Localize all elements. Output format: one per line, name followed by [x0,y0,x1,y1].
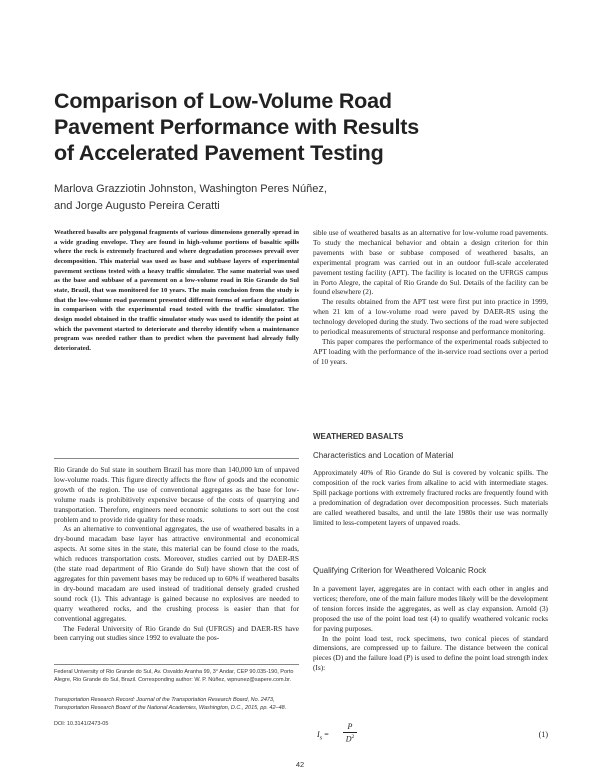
right-paragraph-3: This paper compares the performance of the experimental roads subjected to APT loading with the performance of the in-service road sections over a period of 10 years. [313,336,548,366]
page-number: 42 [295,760,305,769]
qualifying-paragraph-1: In a pavement layer, aggregates are in contact with each other in angles and vertices; therefore, one of the main failure modes likely will be the development of tension forces inside the aggregates, as well as clay expansion. Arnold (3) proposed the use of the point load test (4) to qualify weathered volcanic rocks for paving purposes. [313,584,548,633]
authors-line-2: and Jorge Augusto Pereira Ceratti [54,200,220,212]
paper-title [54,88,554,166]
equation-fraction [343,722,357,744]
author-list [54,181,554,215]
title-line-2: Pavement Performance with Results [54,115,419,139]
title-line-1: Comparison of Low-Volume Road [54,89,392,113]
abstract: Weathered basalts are polygonal fragments of various dimensions generally spread in a wide grading envelope. They are found in high-volume portions of basaltic spills where the rock is extremely fractured and where degradation processes prevail over decomposition. This material was used as base and subbase layers of experimental pavement sections tested with a heavy traffic simulator. The same material was used as the base and subbase of a pavement on a low-volume road in Rio Grande do Sul state, Brazil, that was monitored for 10 years. The main conclusion from the study is that the low-volume road pavement presented different forms of surface degradation in comparison with the experimental road tested with the traffic simulator. The design model obtained in the traffic simulator study was used to identify the point at which the pavement started to deteriorate and thereby identify when a maintenance program was needed rather than to predict when the pavement had already fully deteriorated. [54,229,299,352]
intro-paragraph-3: The Federal University of Rio Grande do Sul (UFRGS) and DAER-RS have been carrying out studies since 1992 to evaluate the pos- [54,623,299,643]
subsection-heading-characteristics: Characteristics and Location of Material [313,451,454,460]
authors-line-1: Marlova Grazziotin Johnston, Washington Peres Núñez, [54,183,327,195]
intro-paragraph-1: Rio Grande do Sul state in southern Brazil has more than 140,000 km of unpaved low-volume roads. This figure directly affects the flow of goods and the economic growth of the region. The use of conventional aggregates as the base for low-volume roads is prohibitively expensive because of the costs of quarrying and transportation. Therefore, engineers need economic solutions to sort out the cost problem and to provide ride quality for these roads. [54,465,299,524]
equation-1 [313,722,548,752]
abstract-divider [54,458,299,459]
qualifying-section [313,584,548,673]
characteristics-section [313,468,548,527]
footnote-journal: Transportation Research Record: Journal of the Transportation Research Board, No. 2473, Transportation Research Board of the National Academies, Washington, D.C., 2015, pp. 42–48. [54,697,287,711]
footnote-doi: DOI: 10.3141/2473-05 [54,721,109,727]
left-column-body [54,465,299,643]
title-line-3: of Accelerated Pavement Testing [54,141,384,165]
equation-numerator: P [343,722,357,733]
right-paragraph-2: The results obtained from the APT test were first put into practice in 1999, when 21 km of a low-volume road were paved by DAER-RS using the technology developed during the study. Two sections of the road were subjected to periodical measurements of structural response and performance monitoring. [313,297,548,337]
equation-lhs: $I_s$ = [317,730,329,742]
right-paragraph-1: sible use of weathered basalts as an alternative for low-volume road pavements. To study the mechanical behavior and obtain a design criterion for thin pavements with base or subbase composed of weathered basalts, an experimental program was carried out in an outdoor full-scale accelerated pavement testing facility (APT). The facility is located on the UFRGS campus in Porto Alegre, the capital of Rio Grande do Sul. Details of the facility can be found elsewhere (2). [313,228,548,297]
characteristics-paragraph: Approximately 40% of Rio Grande do Sul is covered by volcanic spills. The composition of the rock varies from alkaline to acid with intermediate stages. Spill package portions with extremely fractured rocks are frequently found with a predomination of degradation over decomposition processes. Such materials are called weathered basalts, and until the late 1980s their use was normally limited to less-competent layers of unpaved roads. [313,468,548,527]
qualifying-paragraph-2: In the point load test, rock specimens, two conical pieces of standard dimensions, are compressed up to failure. The distance between the conical pieces (D) and the failure load (P) is used to define the point load strength index (Is): [313,633,548,673]
equation-number: (1) [538,730,548,739]
section-heading-weathered-basalts: WEATHERED BASALTS [313,432,404,441]
right-column-intro [313,228,548,367]
footnote-divider [54,664,299,665]
subsection-heading-qualifying-criterion: Qualifying Criterion for Weathered Volcanic Rock [313,566,487,575]
intro-paragraph-2: As an alternative to conventional aggregates, the use of weathered basalts in a dry-bound macadam base layer has attractive environmental and economical aspects. At some sites in the state, this material can be found close to the roads, which reduces transportation costs. Moreover, studies carried out by DAER-RS (the state road department of Rio Grande do Sul) have shown that the cost of aggregates for thin pavement bases may be reduced up to 60% if weathered basalts in dry-bound macadam are used instead of traditional densely graded crushed sound rock (1). This advantage is gained because no explosives are needed to quarry weathered rocks, and the crushing process is easier than that for conventional aggregates. [54,524,299,623]
footnote-affiliation: Federal University of Rio Grande do Sul, Av. Osvaldo Aranha 99, 3° Andar, CEP 90.035-190, Porto Alegre, Rio Grande do Sul, Brazil. Corresponding author: W. P. Núñez, wpnunez@sapere.com.br. [54,669,294,683]
equation-denominator: $D^2$ [345,734,355,744]
